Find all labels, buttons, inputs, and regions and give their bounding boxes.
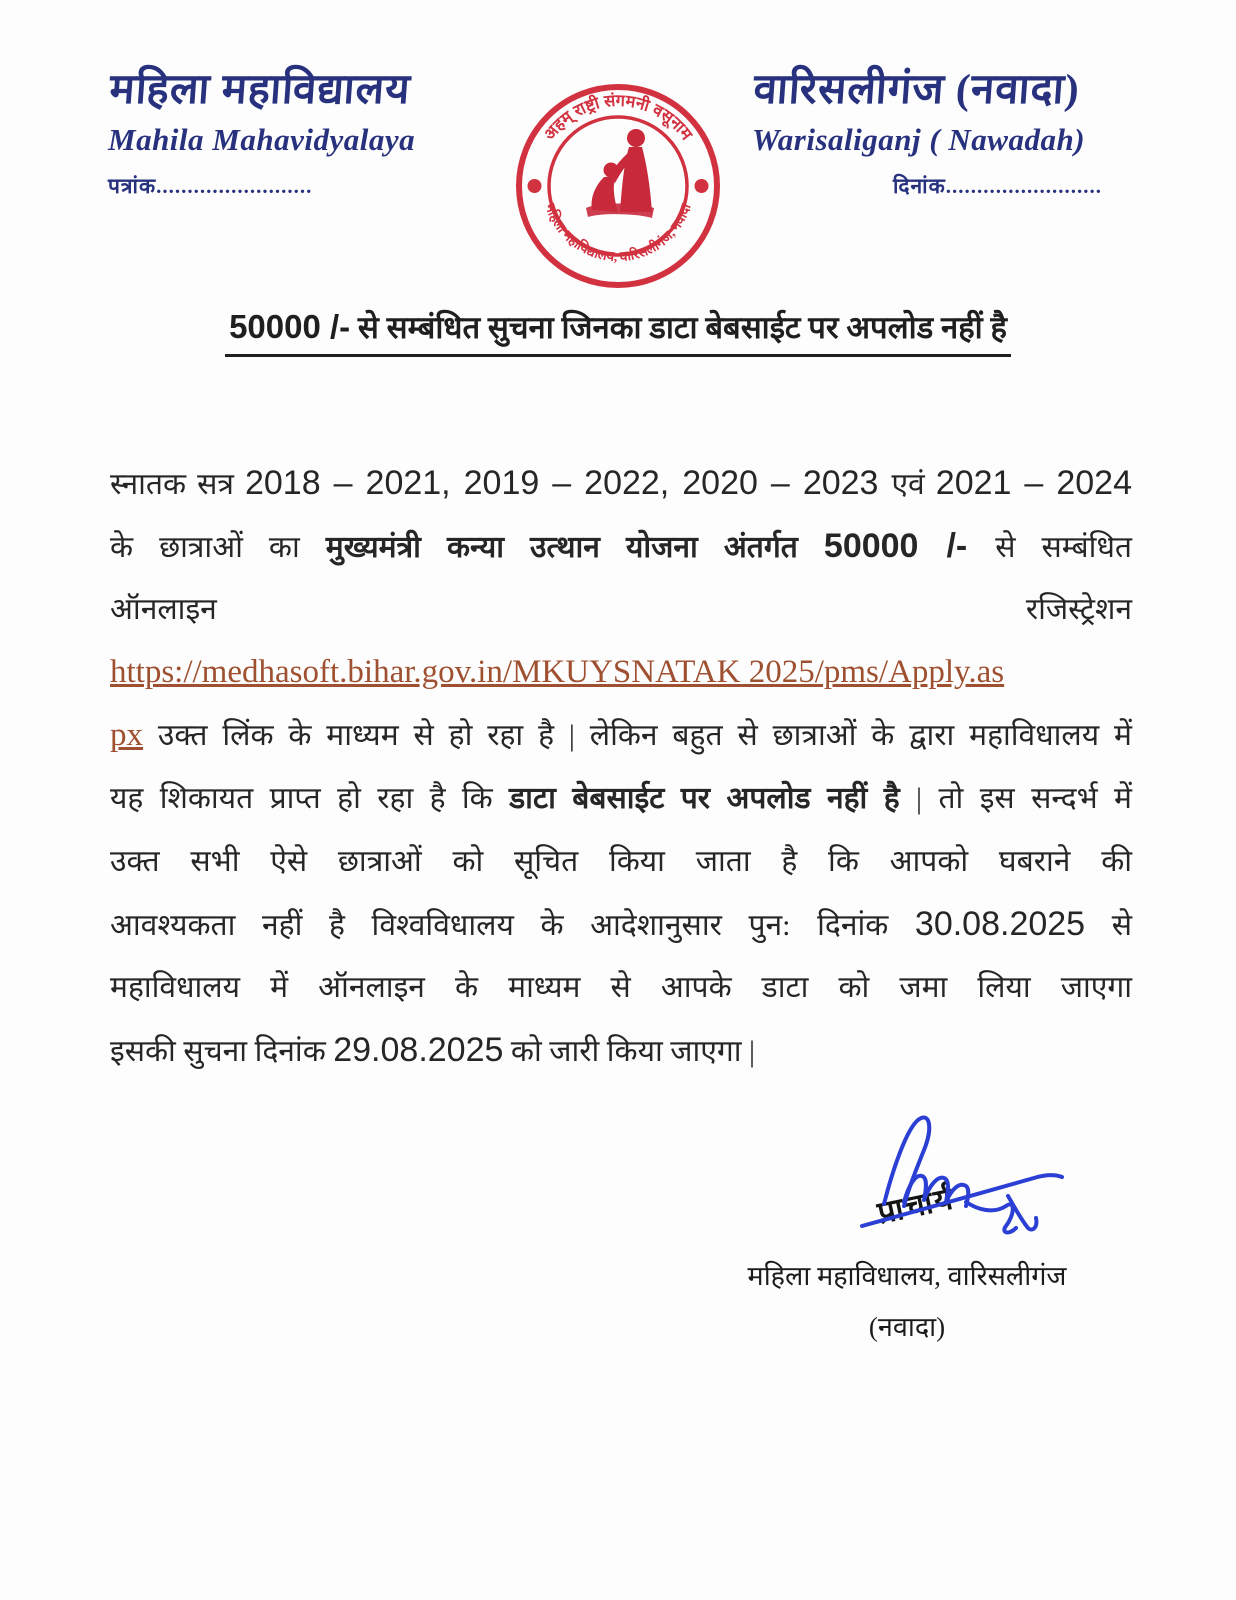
body-text: उक्त लिंक के माध्यम से हो रहा है | लेकिन बहुत से छात्राओं के द्वारा महाविधालय में bbox=[143, 719, 1132, 752]
body-line-8 bbox=[110, 893, 1132, 956]
session-years: 2021 – 2024 bbox=[935, 464, 1132, 502]
collection-date: 30.08.2025 bbox=[914, 905, 1086, 943]
body-text: रजिस्ट्रेशन bbox=[1025, 593, 1132, 626]
body-text: को जारी किया जाएगा | bbox=[503, 1035, 756, 1068]
college-name-english: Mahila Mahavidyalaya bbox=[108, 122, 416, 158]
principal-designation: प्राचार्य bbox=[874, 1180, 958, 1231]
seal-figures-motif bbox=[586, 129, 654, 218]
seal-top-text: अहम् राष्ट्री संगमनी वसूनाम bbox=[539, 90, 697, 144]
body-text: महाविधालय में ऑनलाइन के माध्यम से आपके डाटा को जमा लिया जाएगा bbox=[110, 971, 1132, 1004]
body-text: आवश्यकता नहीं है विश्वविधालय के आदेशानुसार पुन: दिनांक bbox=[110, 909, 915, 942]
notice-body bbox=[110, 452, 1132, 1082]
body-line-5 bbox=[110, 704, 1132, 767]
amount-value: 50000 /- bbox=[823, 527, 996, 565]
notice-title bbox=[0, 306, 1236, 357]
body-line-9 bbox=[110, 956, 1132, 1019]
body-line-2 bbox=[110, 515, 1132, 578]
body-line-7 bbox=[110, 830, 1132, 893]
place-name-english: Warisaliganj ( Nawadah) bbox=[752, 122, 1086, 158]
body-text: से bbox=[1085, 909, 1132, 942]
org-district-line: (नवादा) bbox=[868, 1312, 946, 1342]
body-text: यह शिकायत प्राप्त हो रहा है कि bbox=[110, 782, 510, 815]
body-line-1 bbox=[110, 452, 1132, 515]
notice-date: 29.08.2025 bbox=[333, 1031, 504, 1069]
seal-right-dot bbox=[695, 179, 709, 193]
body-text: से सम्बंधित bbox=[995, 531, 1132, 564]
body-text: इसकी सुचना दिनांक bbox=[110, 1035, 334, 1068]
principal-signature-ink bbox=[850, 1100, 1090, 1250]
seal-left-dot bbox=[528, 179, 542, 193]
body-text: | तो इस सन्दर्भ में bbox=[899, 782, 1132, 815]
org-name-line: महिला महाविधालय, वारिसलीगंज bbox=[747, 1261, 1067, 1291]
body-line-6 bbox=[110, 767, 1132, 830]
body-text: स्नातक सत्र bbox=[110, 468, 245, 501]
title-amount: 50000 /- bbox=[229, 308, 351, 345]
body-line-3 bbox=[110, 578, 1132, 641]
body-text: के छात्राओं का bbox=[110, 531, 326, 564]
session-years: 2018 – 2021, 2019 – 2022, 2020 – 2023 bbox=[244, 464, 892, 502]
college-seal-stamp bbox=[512, 80, 724, 292]
letter-number-label: पत्रांक......................... bbox=[108, 174, 313, 199]
header-left bbox=[108, 66, 488, 200]
title-text: से सम्बंधित सुचना जिनका डाटा बेबसाईट पर अपलोड नहीं है bbox=[350, 310, 1007, 345]
seal-bottom-text: महिला महाविद्यालय, वारिसलीगंज, नवादा bbox=[542, 201, 694, 265]
body-line-10 bbox=[110, 1019, 1132, 1082]
body-text: ऑनलाइन bbox=[110, 593, 217, 626]
complaint-highlight: डाटा बेबसाईट पर अपलोड नहीं है bbox=[509, 782, 900, 815]
registration-url-link[interactable]: https://medhasoft.bihar.gov.in/MKUYSNATAK 2025/pms/Apply.as bbox=[110, 654, 1005, 690]
header-right bbox=[752, 66, 1132, 200]
date-label: दिनांक......................... bbox=[892, 174, 1102, 199]
body-text: उक्त सभी ऐसे छात्राओं को सूचित किया जाता है कि आपको घबराने की bbox=[110, 845, 1132, 878]
college-name-hindi: महिला महाविद्यालय bbox=[108, 67, 413, 113]
scheme-name: मुख्यमंत्री कन्या उत्थान योजना अंतर्गत bbox=[325, 531, 824, 564]
body-text: एवं bbox=[891, 468, 936, 501]
registration-url-link-continued[interactable]: px bbox=[110, 717, 143, 753]
body-line-4 bbox=[110, 641, 1132, 704]
place-name-hindi: वारिसलीगंज (नवादा) bbox=[752, 67, 1082, 113]
signature-organization bbox=[672, 1256, 1142, 1344]
